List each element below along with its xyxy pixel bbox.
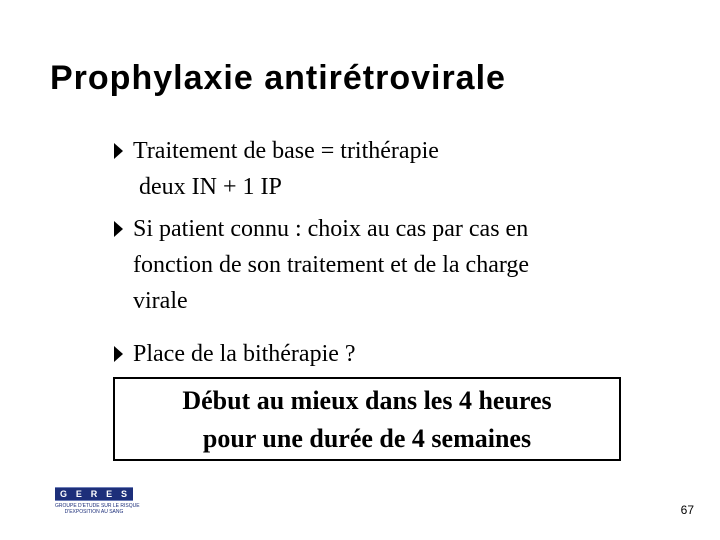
slide-title: Prophylaxie antirétrovirale [50,59,506,97]
bullet-arrow-icon [114,346,123,362]
geres-logo [55,487,140,515]
logo-letter: G [60,489,69,499]
page-number: 67 [680,503,694,517]
bullet-item-3 [114,336,634,372]
bullet-continuation: deux IN + 1 IP [139,174,282,200]
geres-logo-bar [55,487,133,501]
logo-letter: S [120,489,128,499]
bullet-text: Place de la bithérapie ? [133,341,356,367]
bullet-continuation: virale [133,288,188,314]
bullet-item-2 [114,211,634,319]
bullet-text: Si patient connu : choix au cas par cas en [133,216,529,242]
logo-letter: R [90,489,99,499]
highlight-line: Début au mieux dans les 4 heures [182,386,552,415]
bullet-arrow-icon [114,221,123,237]
logo-subtitle: GROUPE D'ETUDE SUR LE RISQUE D'EXPOSITION AU SANG [55,503,140,515]
logo-letter: E [75,489,83,499]
logo-letter: E [106,489,114,499]
bullet-item-1 [114,133,634,205]
highlight-box [113,377,621,461]
bullet-arrow-icon [114,143,123,159]
highlight-line: pour une durée de 4 semaines [202,424,532,453]
bullet-text: Traitement de base = trithérapie [133,138,439,164]
bullet-continuation: fonction de son traitement et de la charge [133,252,530,278]
